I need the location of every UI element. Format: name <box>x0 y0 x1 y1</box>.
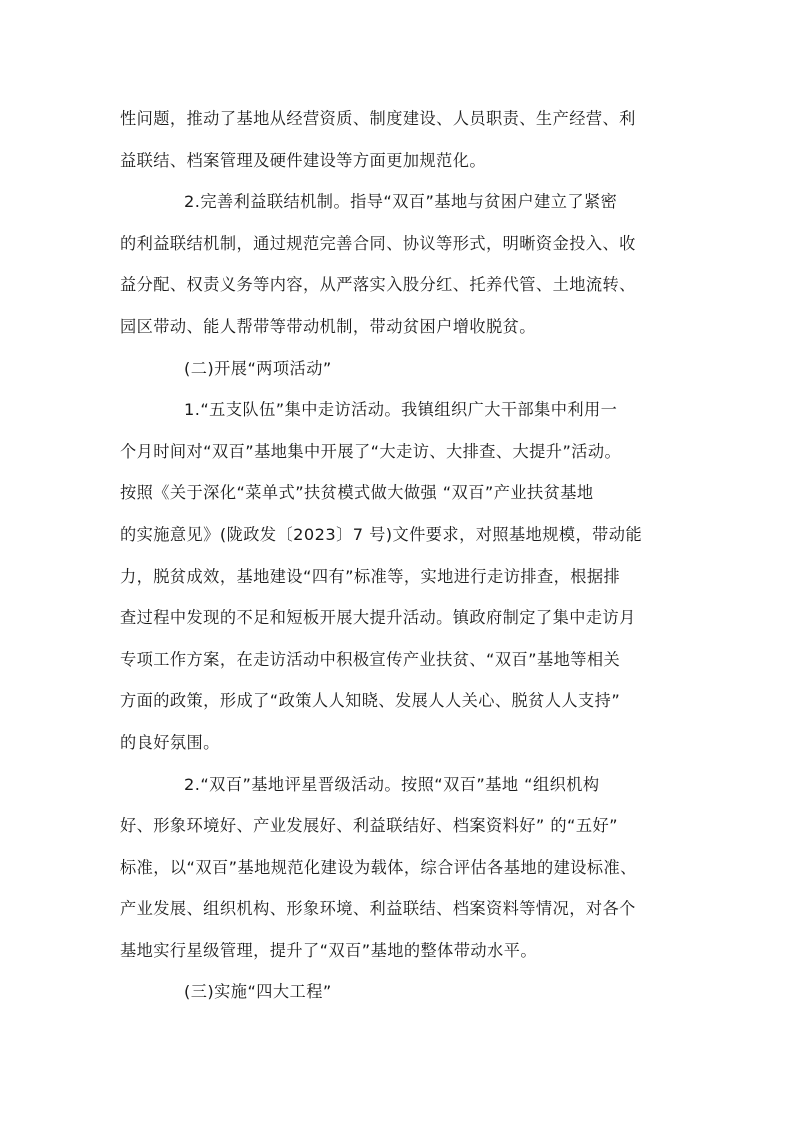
text-line: 性问题，推动了基地从经营资质、制度建设、人员职责、生产经营、利 <box>120 109 636 128</box>
text-line: 个月时间对“双百”基地集中开展了“大走访、大排查、大提升”活动。 <box>120 441 622 461</box>
paragraph-start-line: 1.“五支队伍”集中走访活动。我镇组织广大干部集中利用一 <box>184 400 618 420</box>
text-line: 园区带动、能人帮带等带动机制，带动贫困户增收脱贫。 <box>120 316 536 336</box>
text-line: 益联结、档案管理及硬件建设等方面更加规范化。 <box>120 150 487 170</box>
body-text <box>120 98 680 1013</box>
text-line: 力，脱贫成效，基地建设“四有”标准等，实地进行走访排查，根据排 <box>120 566 621 586</box>
text-line: 基地实行星级管理，提升了“双百”基地的整体带动水平。 <box>120 940 537 960</box>
text-line: 的实施意见》(陇政发〔2023〕7 号)文件要求，对照基地规模，带动能 <box>120 524 643 544</box>
text-line: 按照《关于深化“菜单式”扶贫模式做大做强 “双百”产业扶贫基地 <box>120 483 594 503</box>
text-line: 查过程中发现的不足和短板开展大提升活动。镇政府制定了集中走访月 <box>120 608 636 628</box>
text-line: 益分配、权责义务等内容，从严落实入股分红、托养代管、土地流转、 <box>120 275 636 295</box>
text-line: 标准，以“双百”基地规范化建设为载体，综合评估各基地的建设标准、 <box>120 857 637 877</box>
paragraph-start-line: 2.“双百”基地评星晋级活动。按照“双百”基地 “组织机构 <box>184 774 600 794</box>
paragraph-start-line: 2.完善利益联结机制。指导“双百”基地与贫困户建立了紧密 <box>184 192 618 212</box>
text-line: 方面的政策，形成了“政策人人知晓、发展人人关心、脱贫人人支持” <box>120 691 621 711</box>
text-line: 的利益联结机制，通过规范完善合同、协议等形式，明晰资金投入、收 <box>120 233 636 253</box>
section-heading: (三)实施“四大工程” <box>184 982 332 1002</box>
text-line: 的良好氛围。 <box>120 732 220 752</box>
section-heading: (二)开展“两项活动” <box>184 358 332 378</box>
text-line: 产业发展、组织机构、形象环境、利益联结、档案资料等情况，对各个 <box>120 899 636 919</box>
text-line: 专项工作方案，在走访活动中积极宣传产业扶贫、“双百”基地等相关 <box>120 649 621 669</box>
text-line: 好、形象环境好、产业发展好、利益联结好、档案资料好” 的“五好” <box>120 816 618 836</box>
